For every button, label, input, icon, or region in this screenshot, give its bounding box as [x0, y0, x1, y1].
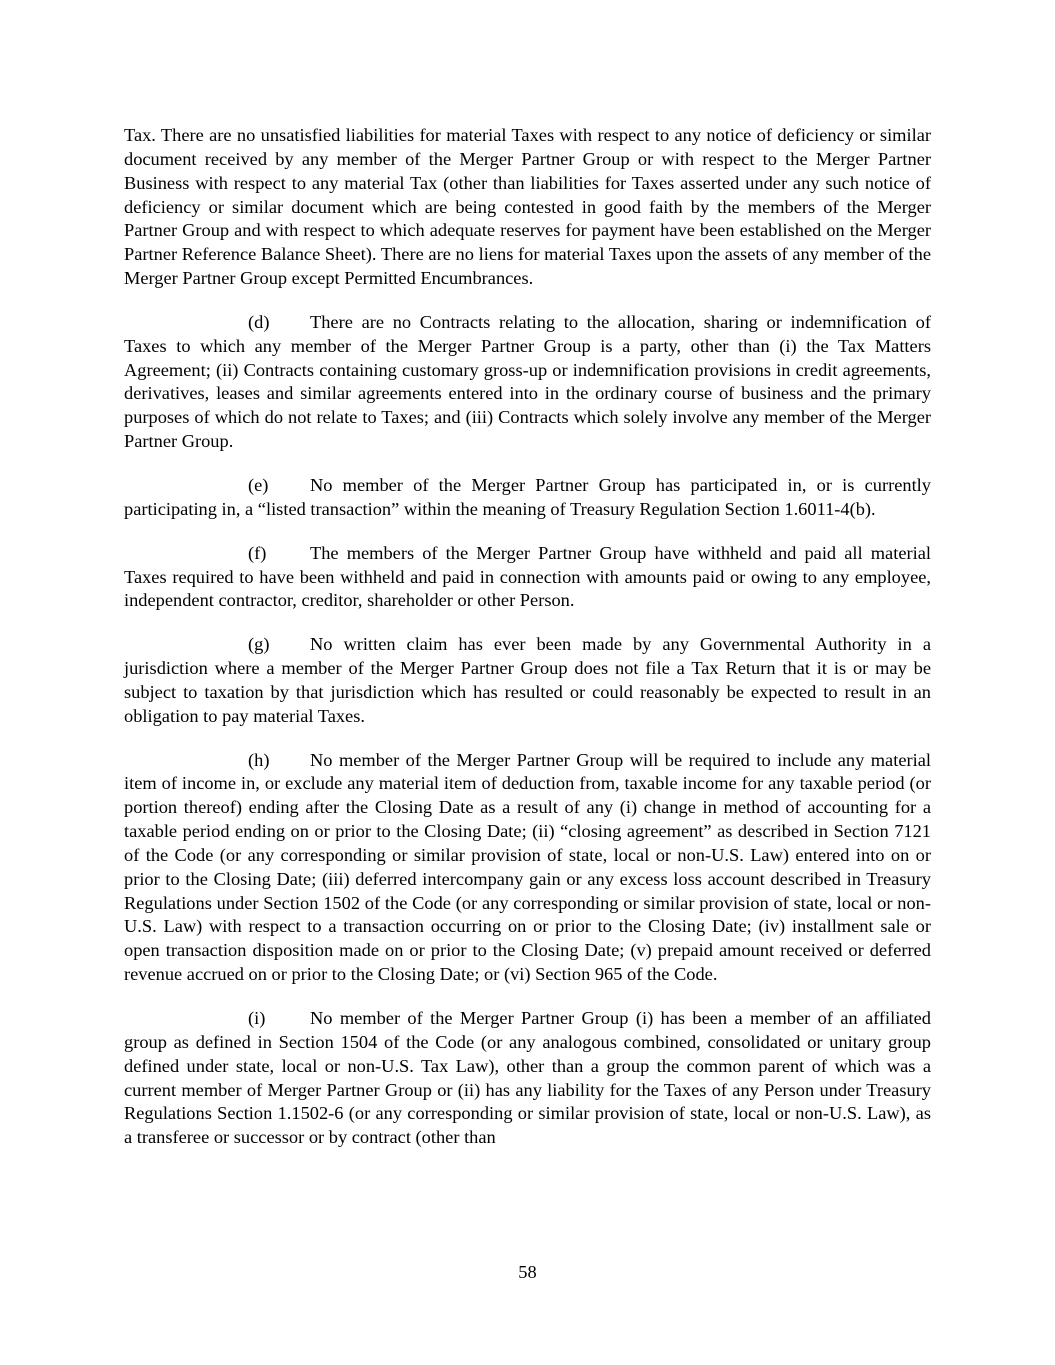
paragraph-label: (e) — [248, 474, 269, 495]
paragraph-e — [124, 474, 931, 522]
page-number: 58 — [518, 1262, 537, 1282]
paragraph-d — [124, 311, 931, 454]
paragraph-i — [124, 1007, 931, 1150]
paragraph-text: No member of the Merger Partner Group will be required to include any material item of income in, or exclude any material item of deduction from, taxable income for any taxable period (or portion thereof) ending after the Closing Date as a result of any (i) change in method of accounting for a taxable period ending on or prior to the Closing Date; (ii) “closing agreement” as described in Section 7121 of the Code (or any corresponding or similar provision of state, local or non-U.S. Law) entered into on or prior to the Closing Date; (iii) deferred intercompany gain or any excess loss account described in Treasury Regulations under Section 1502 of the Code (or any corresponding or similar provision of state, local or non-U.S. Law) with respect to a transaction occurring on or prior to the Closing Date; (iv) installment sale or open transaction disposition made on or prior to the Closing Date; (v) prepaid amount received or deferred revenue accrued on or prior to the Closing Date; or (vi) Section 965 of the Code. — [124, 749, 931, 985]
paragraph-label: (f) — [248, 542, 267, 563]
paragraph-text: Tax. There are no unsatisfied liabilities for material Taxes with respect to any notice of deficiency or similar document received by any member of the Merger Partner Group or with respect to the Merger Partner Business with respect to any material Tax (other than liabilities for Taxes asserted under any such notice of deficiency or similar document which are being contested in good faith by the members of the Merger Partner Group and with respect to which adequate reserves for payment have been established on the Merger Partner Reference Balance Sheet). There are no liens for material Taxes upon the assets of any member of the Merger Partner Group except Permitted Encumbrances. — [124, 125, 931, 289]
paragraph-text: No member of the Merger Partner Group has participated in, or is currently participating in, a “listed transaction” within the meaning of Treasury Regulation Section 1.6011-4(b). — [124, 474, 931, 519]
paragraph-text: No written claim has ever been made by any Governmental Authority in a jurisdiction where a member of the Merger Partner Group does not file a Tax Return that it is or may be subject to taxation by that jurisdiction which has resulted or could reasonably be expected to result in an obligation to pay material Taxes. — [124, 634, 931, 726]
paragraph-text: There are no Contracts relating to the allocation, sharing or indemnification of Taxes to which any member of the Merger Partner Group is a party, other than (i) the Tax Matters Agreement; (ii) Contracts containing customary gross-up or indemnification provisions in credit agreements, derivatives, leases and similar agreements entered into in the ordinary course of business and the primary purposes of which do not relate to Taxes; and (iii) Contracts which solely involve any member of the Merger Partner Group. — [124, 311, 931, 452]
paragraph-text: No member of the Merger Partner Group (i) has been a member of an affiliated group as defined in Section 1504 of the Code (or any analogous combined, consolidated or unitary group defined under state, local or non-U.S. Tax Law), other than a group the common parent of which was a current member of Merger Partner Group or (ii) has any liability for the Taxes of any Person under Treasury Regulations Section 1.1502-6 (or any corresponding or similar provision of state, local or non-U.S. Law), as a transferee or successor or by contract (other than — [124, 1008, 931, 1148]
paragraph-g — [124, 633, 931, 728]
paragraph-label: (d) — [248, 311, 270, 332]
document-page — [124, 124, 931, 1170]
paragraph-label: (i) — [248, 1008, 266, 1028]
paragraph-text: The members of the Merger Partner Group have withheld and paid all material Taxes required to have been withheld and paid in connection with amounts paid or owing to any employee, independent contractor, creditor, shareholder or other Person. — [124, 542, 931, 611]
paragraph-label: (h) — [248, 749, 270, 770]
paragraph-h — [124, 749, 931, 987]
paragraph-f — [124, 542, 931, 614]
paragraph-continuation — [124, 124, 931, 291]
paragraph-label: (g) — [248, 634, 270, 655]
